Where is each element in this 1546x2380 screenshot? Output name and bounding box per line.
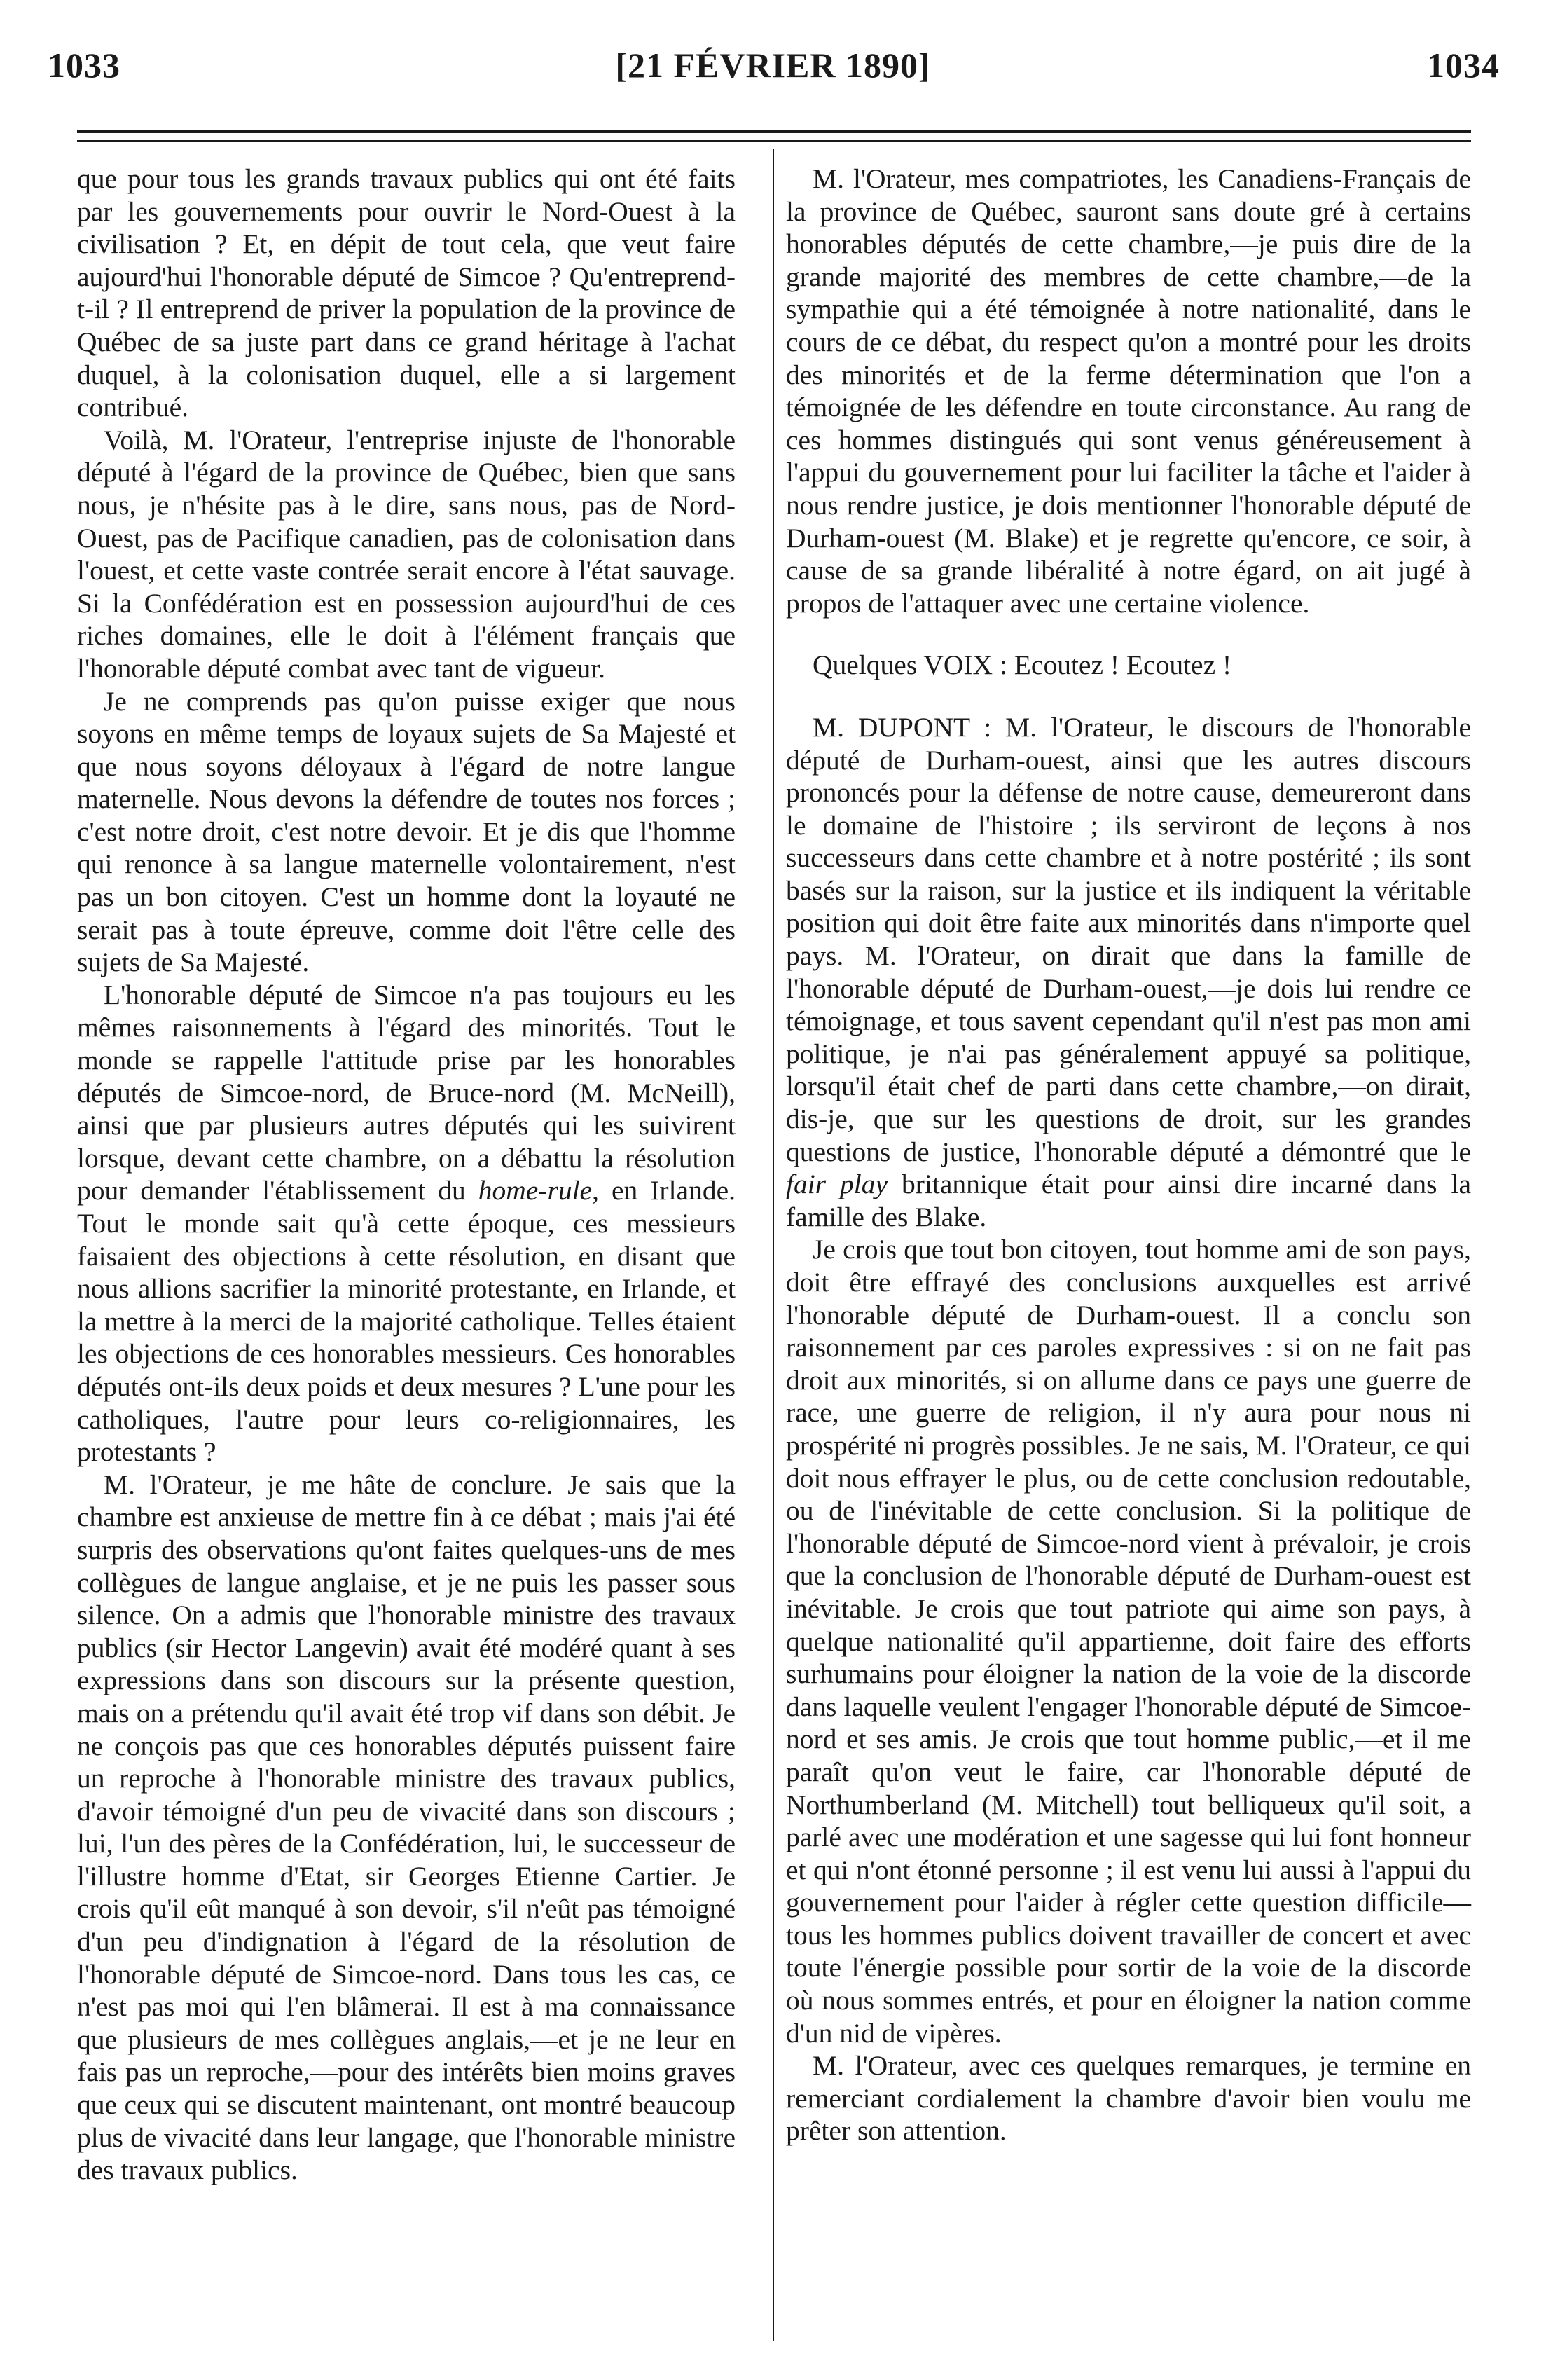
right-column [786,163,1471,2147]
paragraph [77,979,736,1468]
paragraph-text: L'honorable député de Simcoe n'a pas toujours eu les mêmes raisonnements à l'égard des minorités. Tout le monde se rappelle l'attitude prise par les honorables députés de Simcoe-nord, de Bruce-nord (M. McNeill), ainsi que par plusieurs autres députés qui les suivirent lorsque, devant cette chambre, on a débattu la résolution pour demander l'établissement du [77,979,736,1206]
page-header [0,0,1546,133]
paragraph-text: M. DUPONT : M. l'Orateur, le discours de l'honorable député de Durham-ouest, ainsi que les autres discours prononcés pour la défense de notre cause, demeureront dans le domaine de l'histoire ; ils serviront de leçons à nos successeurs dans cette chambre et à notre postérité ; ils sont basés sur la raison, sur la justice et ils indiquent la véritable position qui doit être faite aux minorités dans n'importe quel pays. M. l'Orateur, on dirait que dans la famille de l'honorable député de Durham-ouest,—je dois lui rendre ce témoignage, et tous savent cependant qu'il n'est pas mon ami politique, je n'ai pas généralement appuyé sa politique, lorsqu'il était chef de parti dans cette chambre,—on dirait, dis-je, que sur les questions de droit, sur les grandes questions de justice, l'honorable député a démontré que le [786,711,1471,1167]
header-rule-thick [77,130,1471,133]
paragraph: Voilà, M. l'Orateur, l'entreprise injuste de l'honorable député à l'égard de la province de Québec, bien que sans nous, je n'hésite pas à le dire, sans nous, pas de Nord-Ouest, pas de Pacifique canadien, pas de colonisation dans l'ouest, et cette vaste contrée serait encore à l'état sauvage. Si la Confédération est en possession aujourd'hui de ces riches domaines, elle le doit à l'élément français que l'honorable député combat avec tant de vigueur. [77,424,736,684]
paragraph: que pour tous les grands travaux publics qui ont été faits par les gouvernements pour ouvrir le Nord-Ouest à la civilisation ? Et, en dépit de tout cela, que veut faire aujourd'hui l'honorable député de Simcoe ? Qu'entreprend-t-il ? Il entreprend de priver la population de la province de Québec de sa juste part dans ce grand héritage à l'achat duquel, à la colonisation duquel, elle a si largement contribué. [77,163,736,423]
speaker-interjection: Quelques VOIX : Ecoutez ! Ecoutez ! [813,649,1232,681]
paragraph: Je crois que tout bon citoyen, tout homme ami de son pays, doit être effrayé des conclusions auxquelles est arrivé l'honorable député de Durham-ouest. Il a conclu son raisonnement par ces paroles expressives : si on ne fait pas droit aux minorités, si on allume dans ce pays une guerre de race, une guerre de religion, il n'y aura pour nous ni prospérité ni progrès possibles. Je ne sais, M. l'Orateur, ce qui doit nous effrayer le plus, ou de cette conclusion redoutable, ou de l'inévitable de cette conclusion. Si la politique de l'honorable député de Simcoe-nord vient à prévaloir, je crois que la conclusion de l'honorable député de Durham-ouest est inévitable. Je crois que tout patriote qui aime son pays, à quelque nationalité qu'il appartienne, doit faire des efforts surhumains pour éloigner la nation de la voie de la discorde dans laquelle veulent l'engager l'honorable député de Simcoe-nord et ses amis. Je crois que tout homme public,—et il me paraît qu'on veut le faire, car l'honorable député de Northumberland (M. Mitchell) tout belliqueux qu'il soit, a parlé avec une modération et une sagesse qui lui font honneur et qui n'ont étonné personne ; il est venu lui aussi à l'appui du gouvernement pour l'aider à régler cette question difficile—tous les hommes publics doivent travailler de concert et avec toute l'énergie possible pour sortir de la voie de la discorde où nous sommes entrés, et pour en éloigner la nation comme d'un nid de vipères. [786,1234,1471,2049]
left-column [77,163,736,2187]
paragraph [786,711,1471,1234]
paragraph: M. l'Orateur, je me hâte de conclure. Je sais que la chambre est anxieuse de mettre fin à ce débat ; mais j'ai été surpris des observations qu'ont faites quelques-uns de mes collègues de langue anglaise, et je ne puis les passer sous silence. On a admis que l'honorable ministre des travaux publics (sir Hector Langevin) avait été modéré quant à ses expressions dans son discours sur la présente question, mais on a prétendu qu'il avait été trop vif dans son débit. Je ne conçois pas que ces honorables députés puissent faire un reproche à l'honorable ministre des travaux publics, d'avoir témoigné d'un peu de vivacité dans son discours ; lui, l'un des pères de la Confédération, lui, le successeur de l'illustre homme d'Etat, sir Georges Etienne Cartier. Je crois qu'il eût manqué à son devoir, s'il n'eût pas témoigné d'un peu d'indignation à l'égard de la résolution de l'honorable député de Simcoe-nord. Dans tous les cas, ce n'est pas moi qui l'en blâmerai. Il est à ma connaissance que plusieurs de mes collègues anglais,—et je ne leur en fais pas un reproche,—pour des intérêts bien moins graves que ceux qui se discutent maintenant, ont montré beaucoup plus de vivacité dans leur langage, que l'honorable ministre des travaux publics. [77,1468,736,2186]
paragraph: Je ne comprends pas qu'on puisse exiger que nous soyons en même temps de loyaux sujets de Sa Majesté et que nous soyons déloyaux à l'égard de notre langue maternelle. Nous devons la défendre de toutes nos forces ; c'est notre droit, c'est notre devoir. Et je dis que l'homme qui renonce à sa langue maternelle volontairement, n'est pas un bon citoyen. C'est un homme dont la loyauté ne serait pas à toute épreuve, comme doit l'être celle des sujets de Sa Majesté. [77,685,736,978]
page-number-right: 1034 [1427,46,1500,85]
italic-term: home-rule [478,1175,593,1206]
paragraph-text: , en Irlande. Tout le monde sait qu'à cette époque, ces messieurs faisaient des objections à cette résolution, en disant que nous allions sacrifier la minorité protestante, en Irlande, et la mettre à la merci de la majorité catholique. Telles étaient les objections de ces honorables messieurs. Ces honorables députés ont-ils deux poids et deux mesures ? L'une pour les catholiques, l'autre pour leurs co-religionnaires, les protestants ? [77,1175,736,1468]
paragraph-text: britannique était pour ainsi dire incarné dans la famille des Blake. [786,1169,1472,1232]
page-date: [21 FÉVRIER 1890] [615,46,931,85]
italic-term: fair play [786,1169,888,1200]
page-number-left: 1033 [48,46,120,85]
column-divider [773,149,774,2341]
paragraph: M. l'Orateur, avec ces quelques remarques, je termine en remerciant cordialement la chambre d'avoir bien voulu me prêter son attention. [786,2050,1471,2147]
header-rule-thin [77,140,1471,142]
paragraph: M. l'Orateur, mes compatriotes, les Canadiens-Français de la province de Québec, sauront sans doute gré à certains honorables députés de cette chambre,—je puis dire de la grande majorité des membres de cette chambre,—de la sympathie qui a été témoignée à notre nationalité, dans le cours de ce débat, du respect qu'on a montré pour les droits des minorités et de la ferme détermination que l'on a témoignée de les défendre en toute circonstance. Au rang de ces hommes distingués qui sont venus généreusement à l'appui du gouvernement pour lui faciliter la tâche et l'aider à nous rendre justice, je dois mentionner l'honorable député de Durham-ouest (M. Blake) et je regrette qu'encore, ce soir, à cause de sa grande libéralité à notre égard, on ait jugé à propos de l'attaquer avec une certaine violence. [786,163,1471,619]
